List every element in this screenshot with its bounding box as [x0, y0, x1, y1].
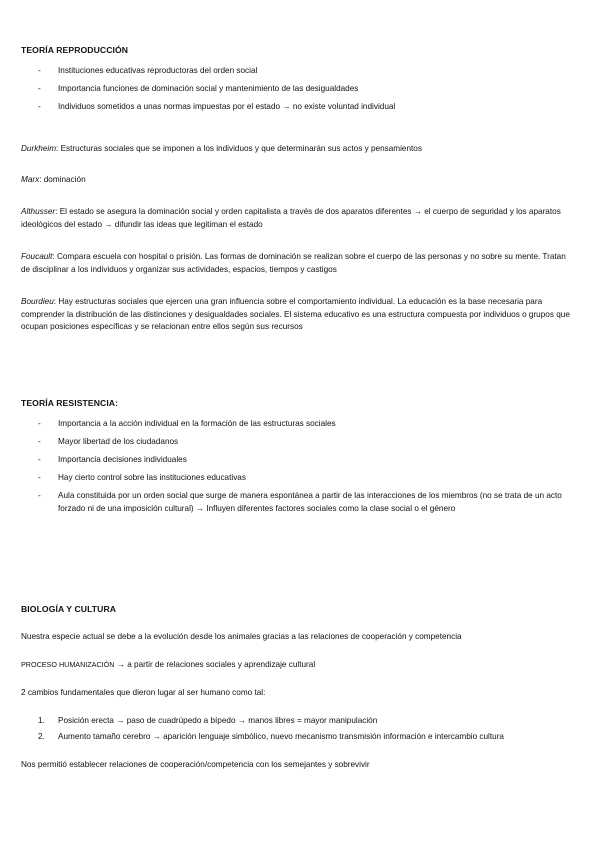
biologia-intro: Nuestra especie actual se debe a la evolución desde los animales gracias a las relaciones de cooperación y competencia	[21, 632, 462, 641]
author-text: : Estructuras sociales que se imponen a los individuos y que determinarán sus actos y pensamientos	[56, 144, 422, 153]
list-number: 2.	[38, 732, 45, 742]
list-item-text: Importancia decisiones individuales	[58, 454, 187, 464]
list-item	[38, 101, 574, 114]
cambios-numbered-list	[38, 715, 580, 747]
list-item-text: Aula constituida por un orden social que surge de manera espontánea a partir de las interacciones de los miembros (no se trata de un acto forzado ni de una imposición cultural) → Influyen diferentes factores sociales como la clase social o el género	[58, 490, 562, 513]
list-item	[38, 731, 580, 744]
list-item	[38, 490, 574, 515]
list-item	[38, 472, 574, 485]
proceso-text: → a partir de relaciones sociales y aprendizaje cultural	[114, 660, 316, 669]
biologia-closing: Nos permitió establecer relaciones de cooperación/competencia con los semejantes y sobrevivir	[21, 760, 370, 769]
author-durkheim	[21, 143, 574, 156]
bullet-dash: -	[38, 454, 41, 464]
list-item	[38, 65, 574, 78]
list-item-text: Instituciones educativas reproductoras del orden social	[58, 66, 258, 75]
list-item-text: Importancia funciones de dominación social y mantenimiento de las desigualdades	[58, 83, 359, 93]
proceso-label: PROCESO HUMANIZACIÓN	[21, 660, 115, 669]
author-bourdieu	[21, 296, 574, 334]
heading-teoria-resistencia: TEORÍA RESISTENCIA:	[21, 398, 119, 408]
heading-biologia-cultura: BIOLOGÍA Y CULTURA	[21, 604, 117, 614]
heading-teoria-reproduccion: TEORÍA REPRODUCCIÓN	[21, 45, 129, 55]
list-item	[38, 436, 574, 449]
bullet-dash: -	[38, 66, 41, 75]
list-item-text: Posición erecta → paso de cuadrúpedo a bípedo → manos libres = mayor manipulación	[58, 716, 378, 725]
bullet-dash: -	[38, 490, 41, 500]
list-number: 1.	[38, 716, 45, 725]
reproduccion-bullet-list	[38, 65, 574, 119]
list-item-text: Aumento tamaño cerebro → aparición lenguaje simbólico, nuevo mecanismo transmisión información e intercambio cultura	[58, 732, 504, 742]
list-item-text: Importancia a la acción individual en la formación de las estructuras sociales	[58, 419, 336, 428]
bullet-dash: -	[38, 472, 41, 482]
bullet-dash: -	[38, 101, 41, 111]
list-item	[38, 418, 574, 431]
author-althusser	[21, 206, 574, 231]
author-marx	[21, 174, 574, 187]
author-name: Durkheim	[21, 144, 57, 153]
author-name: Bourdieu	[21, 297, 54, 306]
list-item-text: Mayor libertad de los ciudadanos	[58, 436, 179, 446]
author-text: : dominación	[39, 175, 86, 184]
author-foucault	[21, 251, 574, 276]
cambios-intro: 2 cambios fundamentales que dieron lugar al ser humano como tal:	[21, 688, 266, 697]
proceso-humanizacion	[21, 659, 574, 672]
list-item	[38, 83, 574, 96]
author-text: : Hay estructuras sociales que ejercen una gran influencia sobre el comportamiento individual. La educación es la base necesaria para comprender la distribución de las distinciones y desigualdades sociales. El sistema educativo es una estructura compuesta por individuos o grupos que ocupan posiciones específicas y se relacionan entre ellos según sus recursos	[21, 297, 570, 332]
list-item	[38, 454, 574, 467]
list-item-text: Hay cierto control sobre las instituciones educativas	[58, 472, 246, 482]
list-item-text: Individuos sometidos a unas normas impuestas por el estado → no existe voluntad individual	[58, 101, 396, 111]
bullet-dash: -	[38, 436, 41, 446]
author-name: Althusser	[21, 207, 56, 216]
author-name: Marx	[21, 175, 40, 184]
author-text: : Compara escuela con hospital o prisión. Las formas de dominación se realizan sobre el cuerpo de las personas y no sobre su mente. Tratan de disciplinar a los individuos y organizar sus actividades, espacios, tiempos y castigos	[21, 252, 566, 274]
bullet-dash: -	[38, 83, 41, 93]
list-item	[38, 715, 580, 728]
bullet-dash: -	[38, 419, 41, 428]
author-text: : El estado se asegura la dominación social y orden capitalista a través de dos aparatos diferentes → el cuerpo de seguridad y los aparatos ideológicos del estado → difundir las ideas que legitiman el estado	[21, 207, 561, 229]
resistencia-bullet-list	[38, 418, 574, 521]
author-name: Foucault	[21, 252, 53, 261]
